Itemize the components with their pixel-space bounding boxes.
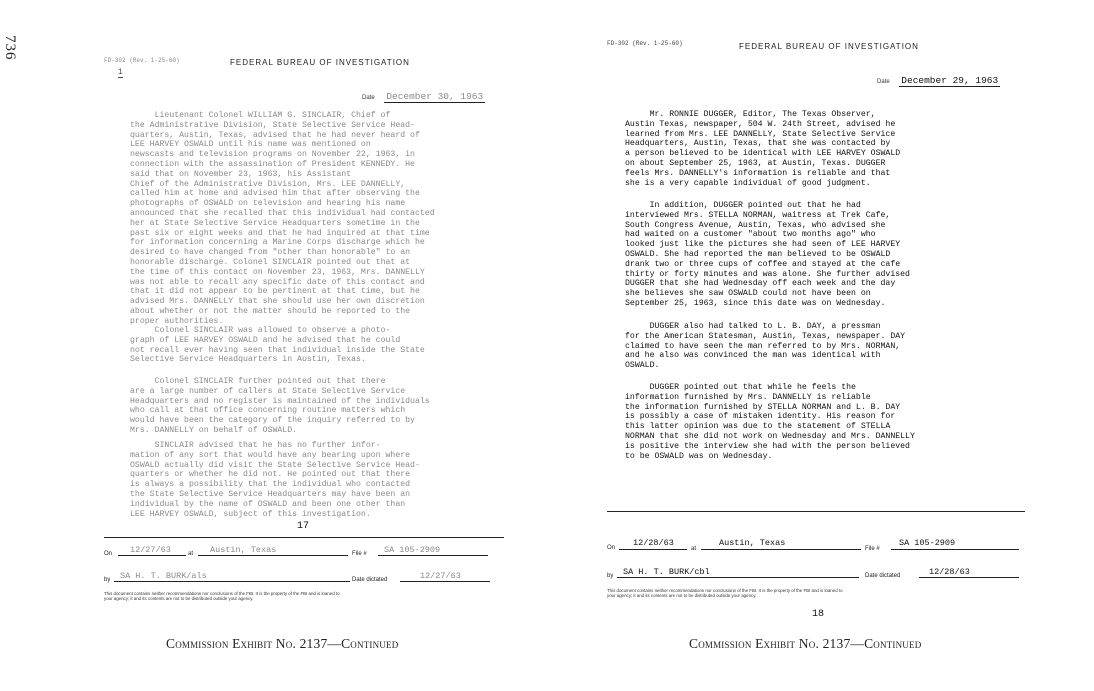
at-underline [198, 555, 348, 556]
file-value: SA 105-2909 [899, 538, 956, 548]
fbi-header: FEDERAL BUREAU OF INVESTIGATION [230, 58, 410, 67]
dictated-label: Date dictated [865, 573, 901, 579]
at-value: Austin, Texas [719, 538, 786, 548]
by-value: SA H. T. BURK/cbl [623, 567, 710, 577]
paragraph-1: Lieutenant Colonel WILLIAM G. SINCLAIR, Chief of the Administrative Division, State Selective Service Head- quarters, Austin, Texas, advised that he had never heard of LEE HARVEY OSWALD until his name was mentioned on newscasts and television programs on November 22, 1963, in connection with the assassination of President KENNEDY. He said that on November 23, 1963, his Assistant Chief of the Administrative Division, Mrs. LEE DANNELLY, called him at home and advised him that after observing the photographs of OSWALD on television and hearing his name announced that she recalled that this individual had contacted her at State Selective Service Headquarters sometime in the past six or eight weeks and that he had inquired at that time for information concerning a Marine Corps discharge which he desired to have changed from "other than honorable" to an honorable discharge. Colonel SINCLAIR pointed out that at the time of this contact on November 23, 1963, Mrs. DANNELLY was not able to recall any specific date of this contact and that it did not appear to be pertinent at that time, but he advised Mrs. DANNELLY that she should use her own discretion about whether or not the matter should be reported to the proper authorities. [130, 111, 435, 326]
dictated-underline [400, 581, 490, 582]
fbi-header: FEDERAL BUREAU OF INVESTIGATION [739, 42, 919, 51]
on-value: 12/27/63 [130, 545, 171, 555]
date-line [362, 86, 485, 104]
page-mark: 1 [118, 68, 123, 77]
by-value: SA H. T. BURK/als [120, 571, 207, 581]
exhibit-caption: Commission Exhibit No. 2137—Continued [689, 636, 922, 651]
by-label: by [607, 573, 614, 579]
dictated-value: 12/28/63 [929, 567, 970, 577]
file-value: SA 105-2909 [384, 545, 441, 555]
page-number: 18 [812, 609, 825, 620]
date-label: Date [362, 95, 375, 101]
on-label: On [104, 551, 113, 557]
form-number: FD-302 (Rev. 1-25-60) [104, 57, 180, 64]
date-value: December 30, 1963 [386, 91, 484, 102]
by-underline [617, 577, 859, 578]
side-page-code: 736 [2, 35, 18, 61]
at-label: at [188, 551, 194, 557]
paragraph-4: DUGGER pointed out that while he feels the information furnished by Mrs. DANNELLY is reliable the information furnished by STELLA NORMAN and L. B. DAY is possibly a case of mistaken identity. His reason for this latter opinion was due to the statement of STELLA NORMAN that she did not work on Wednesday and Mrs. DANNELLY is positive the interview she had with the person believed to be OSWALD was on Wednesday. [625, 383, 915, 461]
date-label: Date [877, 79, 890, 85]
on-value: 12/28/63 [633, 538, 674, 548]
disclaimer: This document contains neither recommendations nor conclusions of the FBI. It is the property of the FBI and is loaned to your agency; it and its contents are not to be distributed outside your agency. [607, 588, 843, 599]
paragraph-3: Colonel SINCLAIR further pointed out that there are a large number of callers at State Selective Service Headquarters and no register is maintained of the individuals who call at that office concerning routine matters which would have been the category of the inquiry referred to by Mrs. DANNELLY on behalf of OSWALD. [130, 377, 430, 435]
on-underline [619, 549, 687, 550]
file-label: File # [352, 551, 367, 557]
file-underline [891, 549, 1019, 550]
dictated-underline [919, 577, 1019, 578]
date-value: December 29, 1963 [901, 75, 999, 86]
paragraph-2: In addition, DUGGER pointed out that he had interviewed Mrs. STELLA NORMAN, waitress at Trek Cafe, South Congress Avenue, Austin, Texas, who advised she had waited on a customer "about two months ago" who looked just like the pictures she had seen of LEE HARVEY OSWALD. She had reported the man believed to be OSWALD drank two or three cups of coffee and stayed at the cafe thirty or forty minutes and was alone. She further advised DUGGER that she had Wednesday off each week and the day she believes she saw OSWALD could not have been on September 25, 1963, since this date was on Wednesday. [625, 201, 910, 308]
on-underline [118, 555, 186, 556]
file-underline [378, 555, 488, 556]
exhibit-caption: Commission Exhibit No. 2137—Continued [166, 636, 399, 651]
paragraph-4: SINCLAIR advised that he has no further infor- mation of any sort that would have any bearing upon where OSWALD actually did visit the State Selective Service Head- quarters or whether he did not. He pointed out that there is always a possibility that the individual who contacted the State Selective Service Headquarters may have been an individual by the name of OSWALD and been one other than LEE HARVEY OSWALD, subject of this investigation. [130, 441, 420, 519]
separator-line [607, 511, 1025, 512]
separator-line [104, 537, 504, 538]
page-number: 17 [297, 521, 310, 532]
paragraph-2: Colonel SINCLAIR was allowed to observe a photo- graph of LEE HARVEY OSWALD and he advised that he could not recall ever having seen that individual inside the State Selective Service Headquarters in Austin, Texas. [130, 326, 425, 365]
at-label: at [691, 546, 697, 552]
by-label: by [104, 577, 111, 583]
date-line [877, 70, 1000, 88]
by-underline [114, 581, 350, 582]
form-number: FD-302 (Rev. 1-25-60) [607, 40, 683, 47]
on-label: On [607, 545, 616, 551]
dictated-label: Date dictated [352, 577, 388, 583]
paragraph-1: Mr. RONNIE DUGGER, Editor, The Texas Observer, Austin Texas, newspaper, 504 W. 24th Street, advised he learned from Mrs. LEE DANNELLY, State Selective Service Headquarters, Austin, Texas, that she was contacted by a person believed to be identical with LEE HARVEY OSWALD on about September 25, 1963, at Austin, Texas. DUGGER feels Mrs. DANNELLY's information is reliable and that she is a very capable individual of good judgment. [625, 110, 901, 188]
file-label: File # [865, 546, 880, 552]
at-underline [701, 549, 861, 550]
paragraph-3: DUGGER also had talked to L. B. DAY, a pressman for the American Statesman, Austin, Texas, newspaper. DAY claimed to have seen the man referred to by Mrs. NORMAN, and he also was convinced the man was identical with OSWALD. [625, 322, 906, 371]
right-document-page [547, 0, 1094, 691]
dictated-value: 12/27/63 [420, 571, 461, 581]
at-value: Austin, Texas [210, 545, 277, 555]
disclaimer: This document contains neither recommendations nor conclusions of the FBI. It is the property of the FBI and is loaned to your agency; it and its contents are not to be distributed outside your agency. [104, 591, 340, 602]
